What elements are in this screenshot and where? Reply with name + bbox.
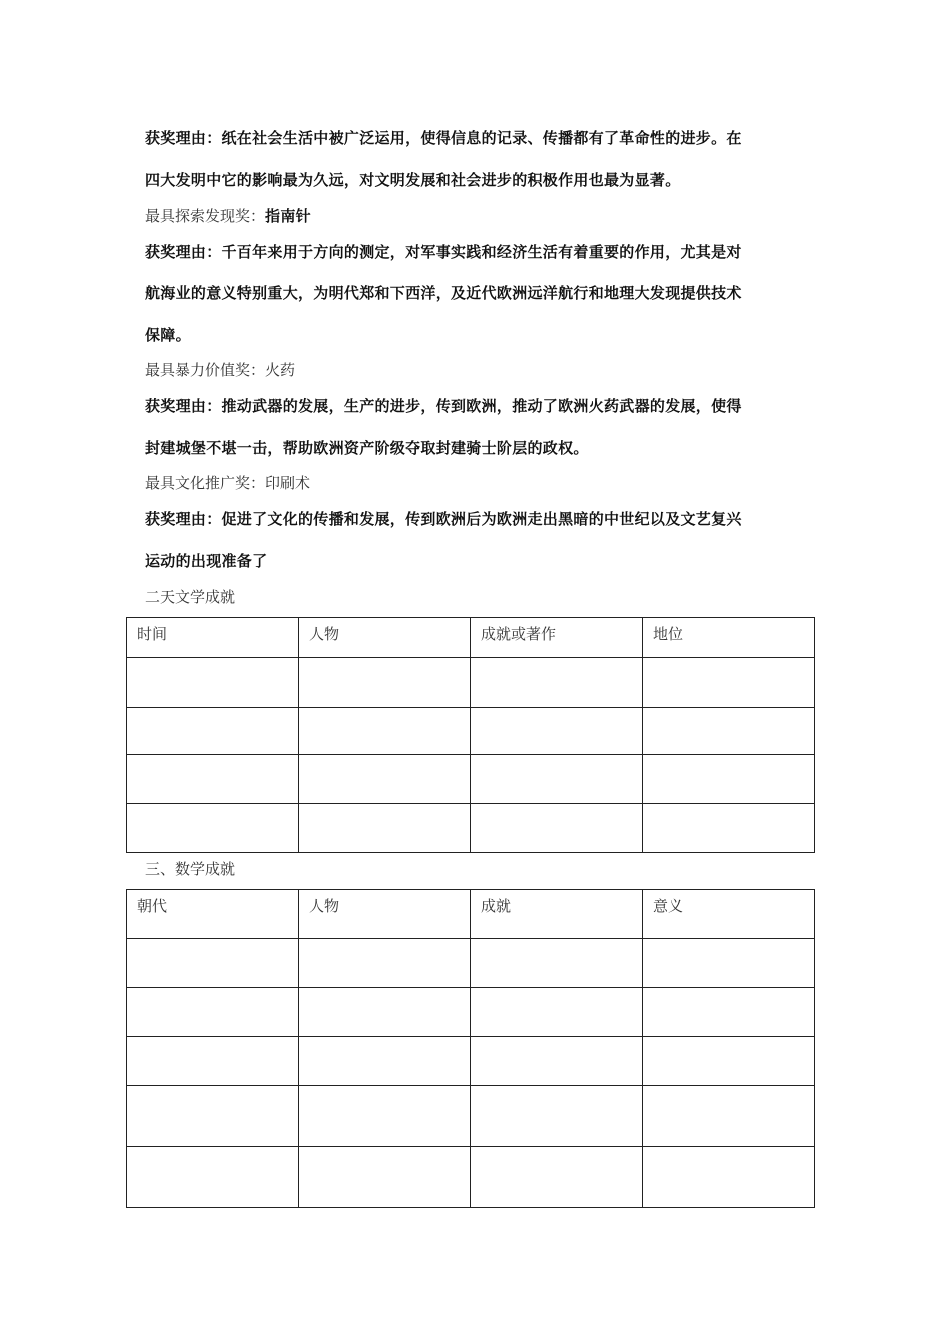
- section-astronomy-title: 二天文学成就: [145, 588, 236, 606]
- empty-cell: [299, 755, 471, 804]
- table-row: [127, 708, 815, 755]
- header-cell: 人物: [299, 618, 471, 658]
- empty-cell: [643, 804, 815, 853]
- table-header-row: [127, 890, 815, 939]
- table-row: [127, 755, 815, 804]
- empty-cell: [299, 939, 471, 988]
- empty-cell: [127, 804, 299, 853]
- empty-cell: [299, 1037, 471, 1086]
- table-row: [127, 658, 815, 708]
- header-cell: 意义: [643, 890, 815, 939]
- empty-cell: [643, 988, 815, 1037]
- empty-cell: [471, 755, 643, 804]
- empty-cell: [643, 1037, 815, 1086]
- header-cell: 成就: [471, 890, 643, 939]
- award-compass-value: 指南针: [265, 207, 311, 225]
- table-row: [127, 1147, 815, 1208]
- header-cell: 人物: [299, 890, 471, 939]
- paragraph-3-line-2: 封建城堡不堪一击，帮助欧洲资产阶级夺取封建骑士阶层的政权。: [145, 439, 589, 457]
- table-row: [127, 804, 815, 853]
- empty-cell: [643, 755, 815, 804]
- math-table: [126, 889, 815, 1208]
- empty-cell: [471, 658, 643, 708]
- empty-cell: [127, 658, 299, 708]
- empty-cell: [127, 1037, 299, 1086]
- table-row: [127, 1037, 815, 1086]
- empty-cell: [643, 708, 815, 755]
- award-gunpowder: 最具暴力价值奖：火药: [145, 361, 296, 379]
- empty-cell: [471, 988, 643, 1037]
- empty-cell: [127, 988, 299, 1037]
- paragraph-2-line-1: 获奖理由：千百年来用于方向的测定，对军事实践和经济生活有着重要的作用，尤其是对: [145, 243, 742, 261]
- table-row: [127, 1086, 815, 1147]
- empty-cell: [127, 1147, 299, 1208]
- table-row: [127, 939, 815, 988]
- empty-cell: [471, 708, 643, 755]
- header-cell: 朝代: [127, 890, 299, 939]
- header-cell: 时间: [127, 618, 299, 658]
- empty-cell: [471, 1147, 643, 1208]
- table-header-row: [127, 618, 815, 658]
- empty-cell: [643, 939, 815, 988]
- empty-cell: [127, 755, 299, 804]
- header-cell: 成就或著作: [471, 618, 643, 658]
- paragraph-2-line-3: 保障。: [145, 326, 191, 344]
- empty-cell: [471, 804, 643, 853]
- award-printing: 最具文化推广奖：印刷术: [145, 474, 311, 492]
- empty-cell: [299, 658, 471, 708]
- empty-cell: [643, 658, 815, 708]
- empty-cell: [127, 1086, 299, 1147]
- paragraph-2-line-2: 航海业的意义特别重大，为明代郑和下西洋，及近代欧洲远洋航行和地理大发现提供技术: [145, 284, 742, 302]
- empty-cell: [471, 939, 643, 988]
- paragraph-4-line-2: 运动的出现准备了: [145, 552, 268, 570]
- empty-cell: [643, 1147, 815, 1208]
- paragraph-3-line-1: 获奖理由：推动武器的发展，生产的进步，传到欧洲，推动了欧洲火药武器的发展，使得: [145, 397, 742, 415]
- empty-cell: [299, 1086, 471, 1147]
- header-cell: 地位: [643, 618, 815, 658]
- table-row: [127, 988, 815, 1037]
- paragraph-1-line-1: 获奖理由：纸在社会生活中被广泛运用，使得信息的记录、传播都有了革命性的进步。在: [145, 129, 742, 147]
- empty-cell: [471, 1086, 643, 1147]
- empty-cell: [299, 988, 471, 1037]
- paragraph-1-line-2: 四大发明中它的影响最为久远，对文明发展和社会进步的积极作用也最为显著。: [145, 171, 681, 189]
- empty-cell: [299, 804, 471, 853]
- empty-cell: [127, 708, 299, 755]
- paragraph-4-line-1: 获奖理由：促进了文化的传播和发展，传到欧洲后为欧洲走出黑暗的中世纪以及文艺复兴: [145, 510, 742, 528]
- empty-cell: [643, 1086, 815, 1147]
- empty-cell: [299, 1147, 471, 1208]
- award-compass: [145, 205, 311, 226]
- section-math-title: 三、数学成就: [145, 860, 236, 878]
- empty-cell: [299, 708, 471, 755]
- empty-cell: [471, 1037, 643, 1086]
- astronomy-table: [126, 617, 815, 853]
- empty-cell: [127, 939, 299, 988]
- award-compass-label: 最具探索发现奖：: [145, 207, 266, 225]
